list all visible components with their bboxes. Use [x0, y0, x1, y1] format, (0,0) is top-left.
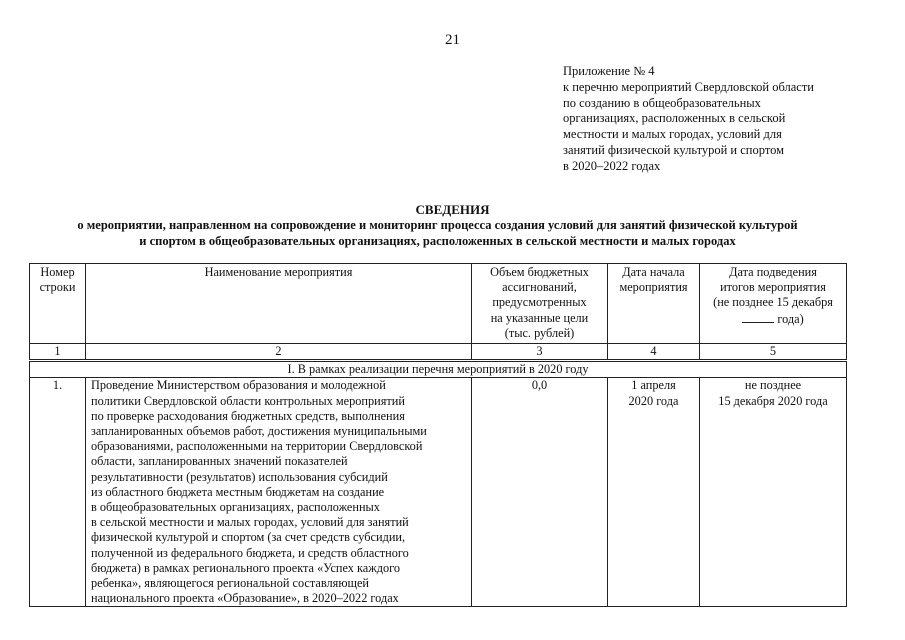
- appendix-line: местности и малых городах, условий для: [563, 127, 782, 142]
- column-number: 3: [472, 344, 608, 361]
- column-number: 5: [700, 344, 847, 361]
- appendix-line: в 2020–2022 годах: [563, 158, 661, 173]
- column-numbers-row: [30, 344, 847, 361]
- table-header-row: [30, 264, 847, 344]
- subtitle-line: и спортом в общеобразовательных организациях, расположенных в сельской местности и малых городах: [139, 234, 736, 248]
- appendix-line: организациях, расположенных в сельской: [563, 111, 786, 126]
- section-title: I. В рамках реализации перечня мероприятий в 2020 году: [30, 361, 847, 378]
- header-row-number: Номер строки: [30, 264, 86, 344]
- column-number: 1: [30, 344, 86, 361]
- header-start-date: Дата начала мероприятия: [608, 264, 700, 344]
- section-row: [30, 361, 847, 378]
- appendix-note: [563, 64, 863, 175]
- appendix-line: Приложение № 4: [563, 64, 655, 78]
- activity-table: [29, 263, 847, 607]
- header-results-date: Дата подведения итогов мероприятия (не позднее 15 декабря года): [700, 264, 847, 344]
- subtitle-line: о мероприятии, направленном на сопровождение и мониторинг процесса создания условий для занятий физической культурой: [77, 218, 798, 232]
- budget-value: 0,0: [472, 378, 608, 607]
- appendix-line: занятий физической культурой и спортом: [563, 142, 785, 157]
- table-row: [30, 378, 847, 607]
- document-title: СВЕДЕНИЯ: [415, 202, 490, 217]
- header-activity-name: Наименование мероприятия: [86, 264, 472, 344]
- appendix-line: к перечню мероприятий Свердловской области: [563, 79, 814, 94]
- column-number: 2: [86, 344, 472, 361]
- page-number: 21: [445, 32, 460, 48]
- header-budget: Объем бюджетных ассигнований, предусмотренных на указанные цели (тыс. рублей): [472, 264, 608, 344]
- column-number: 4: [608, 344, 700, 361]
- results-date: не позднее 15 декабря 2020 года: [700, 378, 847, 607]
- row-number: 1.: [30, 378, 86, 607]
- activity-name: Проведение Министерством образования и молодежной политики Свердловской области контрольных мероприятий по проверке расходования бюджетных средств, выполнения запланированных объемов работ, достижения муниципальными образованиями, расположенными на территории Свердловской области, запланированных значений показателей результативности (результатов) использования субсидий из областного бюджета местным бюджетам на создание в общеобразовательных организациях, расположенных в сельской местности и малых городах, условий для занятий физической культурой и спортом (за счет средств субсидии, полученной из федерального бюджета, и средств областного бюджета) в рамках регионального проекта «Успех каждого ребенка», являющегося региональной составляющей национального проекта «Образование», в 2020–2022 годах: [86, 378, 472, 607]
- blank-year-field: [742, 311, 774, 323]
- document-subtitle: [0, 217, 875, 249]
- start-date: 1 апреля 2020 года: [608, 378, 700, 607]
- appendix-line: по созданию в общеобразовательных: [563, 95, 761, 110]
